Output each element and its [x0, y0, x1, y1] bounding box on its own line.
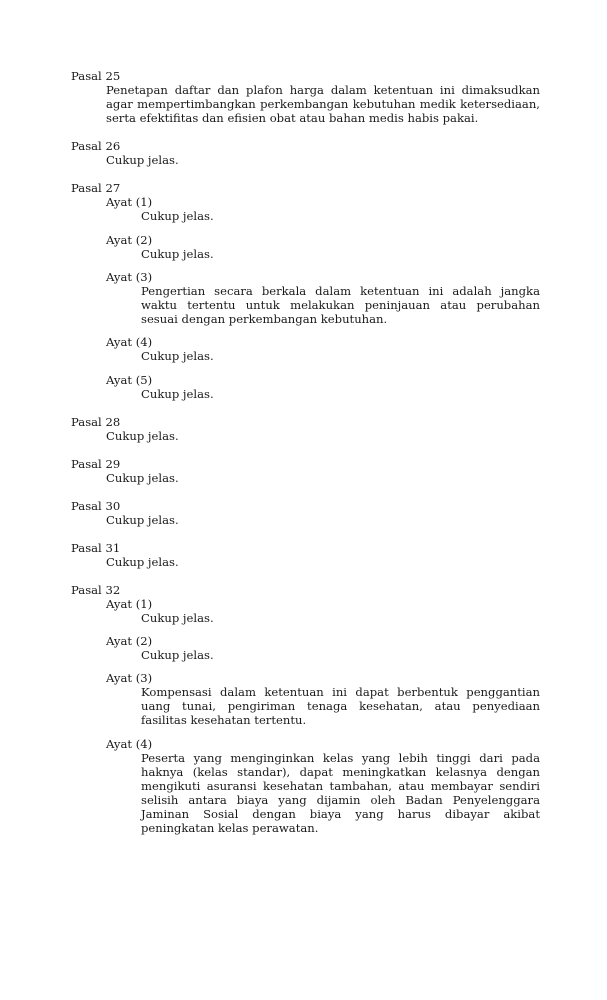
pasal-27-ayat-2-body: Cukup jelas. — [141, 247, 214, 261]
pasal-32-ayat-2-body: Cukup jelas. — [141, 648, 214, 662]
pasal-32-ayat-3-body: Kompensasi dalam ketentuan ini dapat berbentuk penggantian uang tunai, pengiriman tenaga kesehatan, atau penyediaan fasilitas kesehatan tertentu. — [141, 685, 540, 727]
pasal-31-body: Cukup jelas. — [106, 555, 179, 569]
pasal-32-ayat-2-label: Ayat (2) — [106, 634, 153, 648]
pasal-26-heading: Pasal 26 — [71, 139, 121, 153]
pasal-29-heading: Pasal 29 — [71, 457, 121, 471]
pasal-29-body: Cukup jelas. — [106, 471, 179, 485]
pasal-30-heading: Pasal 30 — [71, 499, 121, 513]
pasal-27-heading: Pasal 27 — [71, 181, 121, 195]
pasal-32-ayat-4-label: Ayat (4) — [106, 737, 153, 751]
pasal-32-heading: Pasal 32 — [71, 583, 121, 597]
pasal-27-ayat-2-label: Ayat (2) — [106, 233, 153, 247]
pasal-32-ayat-1-label: Ayat (1) — [106, 597, 153, 611]
pasal-32-ayat-4-body: Peserta yang menginginkan kelas yang lebih tinggi dari pada haknya (kelas standar), dapat meningkatkan kelasnya dengan mengikuti asuransi kesehatan tambahan, atau membayar sendiri selisih antara biaya yang dijamin oleh Badan Penyelenggara Jaminan Sosial dengan biaya yang harus dibayar akibat peningkatan kelas perawatan. — [141, 751, 540, 835]
pasal-27-ayat-5-body: Cukup jelas. — [141, 387, 214, 401]
pasal-27-ayat-1-label: Ayat (1) — [106, 195, 153, 209]
pasal-27-ayat-3-label: Ayat (3) — [106, 270, 153, 284]
pasal-30-body: Cukup jelas. — [106, 513, 179, 527]
pasal-31-heading: Pasal 31 — [71, 541, 121, 555]
pasal-27-ayat-5-label: Ayat (5) — [106, 373, 153, 387]
pasal-25-heading: Pasal 25 — [71, 69, 121, 83]
pasal-28-heading: Pasal 28 — [71, 415, 121, 429]
pasal-25-body: Penetapan daftar dan plafon harga dalam ketentuan ini dimaksudkan agar mempertimbangkan perkembangan kebutuhan medik ketersediaan, serta efektifitas dan efisien obat atau bahan medis habis pakai. — [106, 83, 540, 125]
pasal-28-body: Cukup jelas. — [106, 429, 179, 443]
pasal-32-ayat-3-label: Ayat (3) — [106, 671, 153, 685]
pasal-27-ayat-3-body: Pengertian secara berkala dalam ketentuan ini adalah jangka waktu tertentu untuk melakukan peninjauan atau perubahan sesuai dengan perkembangan kebutuhan. — [141, 284, 540, 326]
pasal-27-ayat-4-label: Ayat (4) — [106, 335, 153, 349]
pasal-27-ayat-4-body: Cukup jelas. — [141, 349, 214, 363]
pasal-32-ayat-1-body: Cukup jelas. — [141, 611, 214, 625]
pasal-26-body: Cukup jelas. — [106, 153, 179, 167]
pasal-27-ayat-1-body: Cukup jelas. — [141, 209, 214, 223]
